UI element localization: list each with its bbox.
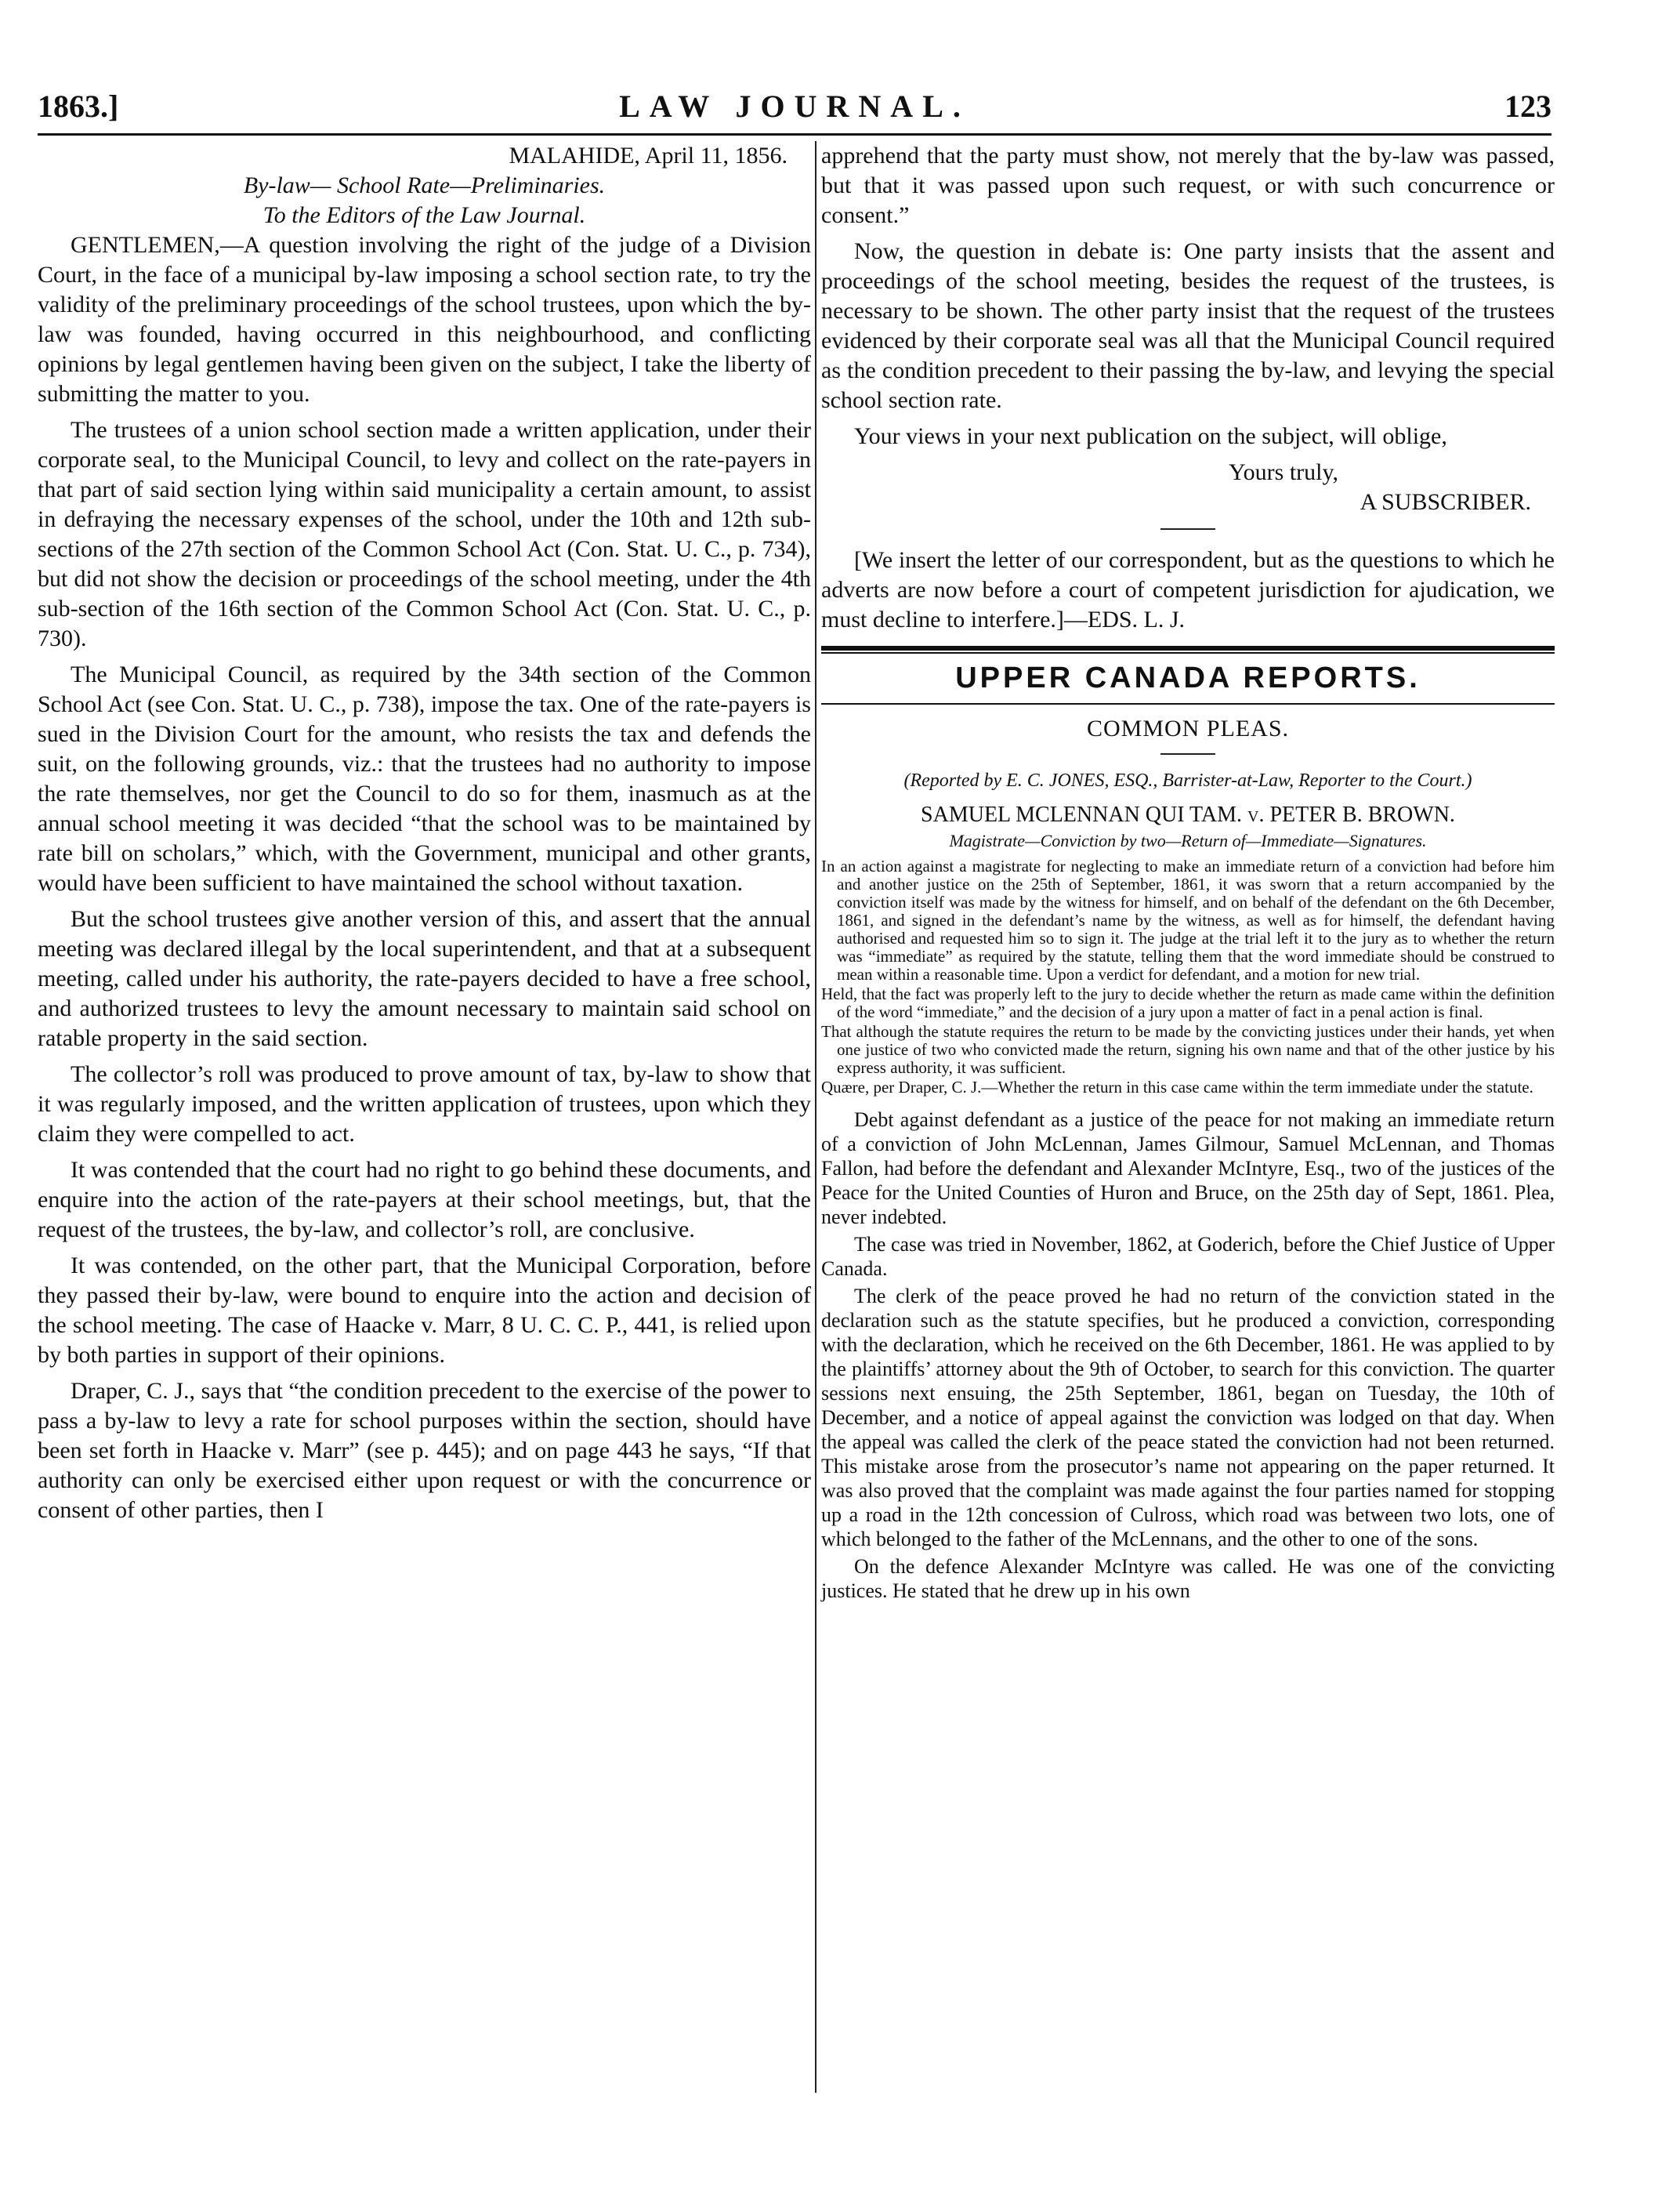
section-rule-thin bbox=[821, 652, 1555, 654]
letter-paragraph: Now, the question in debate is: One party insists that the assent and proceedings of the school meeting, besides the request of the trustees, is necessary to be shown. The other party insist that the request of the trustees evidenced by their corporate seal was all that the Municipal Council required as the condition precedent to their passing the by-law, and levying the special school section rate. bbox=[821, 238, 1555, 413]
letter-signature: A SUBSCRIBER. bbox=[1360, 489, 1531, 515]
case-paragraph: The clerk of the peace proved he had no return of the conviction stated in the declaration such as the statute specifies, but he produced a conviction, corresponding with the declaration, which he received on the 6th December, 1861. He was applied to by the plaintiffs’ attorney about the 9th of October, to search for this conviction. The quarter sessions next ensuing, the 25th September, 1861, began on Tuesday, the 10th of December, and a notice of appeal against the conviction was lodged on that day. When the appeal was called the clerk of the peace stated the conviction had not been returned. This mistake arose from the prosecutor’s name not appearing on the paper returned. It was also proved that the complaint was made against the four parties named for stopping up a road in the 12th concession of Culross, which road was between two lots, one of which belonged to the father of the McLennans, and the other to one of the sons. bbox=[821, 1285, 1555, 1550]
short-rule bbox=[1160, 753, 1215, 755]
right-column bbox=[821, 141, 1555, 1606]
running-header bbox=[38, 88, 1551, 135]
headnote: In an action against a magistrate for neglecting to make an immediate return of a conviction had before him and another justice on the 25th of September, 1861, it was sworn that a return accompanied by the conviction itself was made by the witness for himself, and on behalf of the defendant on the 6th December, 1861, and signed in the defendant’s name by the witness, as well as for himself, the defendant having authorised and requested him so to sign it. The judge at the trial left it to the jury as to whether the return was “immediate” as required by the statute, telling them that the word immediate should be construed to mean within a reasonable time. Upon a verdict for defendant, and a motion for new trial. bbox=[821, 857, 1555, 984]
case-title: SAMUEL MCLENNAN QUI TAM. v. PETER B. BROWN. bbox=[921, 803, 1455, 827]
letter-addressee: To the Editors of the Law Journal. bbox=[262, 202, 586, 228]
letter-paragraph: The trustees of a union school section made a written application, under their corporate seal, to the Municipal Council, to levy and collect on the rate-payers in that part of said section lying within said municipality a certain amount, to assist in defraying the necessary expenses of the school, under the 10th and 12th sub-sections of the 27th section of the Common School Act (Con. Stat. U. C., p. 734), but did not show the decision or proceedings of the school meeting, under the 4th sub-section of the 16th section of the Common School Act (Con. Stat. U. C., p. 730). bbox=[38, 417, 811, 651]
letter-paragraph: It was contended that the court had no right to go behind these documents, and enquire into the action of the rate-payers at their school meetings, but, that the request of the trustees, the by-law, and collector’s roll, are conclusive. bbox=[38, 1157, 811, 1242]
headnote: Held, that the fact was properly left to the jury to decide whether the return as made came within the definition of the word “immediate,” and the decision of a jury upon a matter of fact in a penal action is final. bbox=[821, 984, 1555, 1021]
letter-paragraph: But the school trustees give another version of this, and assert that the annual meeting was declared illegal by the local superintendent, and that at a subsequent meeting, called under his authority, the rate-payers decided to have a free school, and authorized trustees to levy the amount necessary to maintain said school on ratable property in the said section. bbox=[38, 906, 811, 1051]
reporter-credit: (Reported by E. C. JONES, ESQ., Barrister-at-Law, Reporter to the Court.) bbox=[903, 770, 1472, 791]
case-body bbox=[821, 1108, 1555, 1603]
letter-paragraph: GENTLEMEN,—A question involving the right of the judge of a Division Court, in the face of a municipal by-law imposing a school section rate, to try the validity of the preliminary proceedings of the school trustees, upon which the by-law was founded, having occurred in this neighbourhood, and conflicting opinions by legal gentlemen having been given on the subject, I take the liberty of submitting the matter to you. bbox=[38, 232, 811, 407]
letter-subject: By-law— School Rate—Preliminaries. bbox=[243, 172, 606, 198]
section-rule-under bbox=[821, 703, 1555, 705]
case-subject: Magistrate—Conviction by two—Return of—Immediate—Signatures. bbox=[949, 831, 1427, 850]
journal-title: LAW JOURNAL. bbox=[619, 89, 970, 124]
page-number: 123 bbox=[1504, 89, 1551, 124]
case-paragraph: On the defence Alexander McIntyre was called. He was one of the convicting justices. He stated that he drew up in his own bbox=[821, 1555, 1555, 1602]
court-name: COMMON PLEAS. bbox=[1086, 716, 1290, 741]
headnotes bbox=[821, 857, 1555, 1097]
short-rule bbox=[1160, 528, 1215, 530]
letter-paragraph: It was contended, on the other part, that the Municipal Corporation, before they passed their by-law, were bound to enquire into the action and decision of the school meeting. The case of Haacke v. Marr, 8 U. C. C. P., 441, is relied upon by both parties in support of their opinions. bbox=[38, 1253, 811, 1368]
letter-dateline: MALAHIDE, April 11, 1856. bbox=[509, 143, 788, 169]
headnote: Quære, per Draper, C. J.—Whether the return in this case came within the term immediate under the statute. bbox=[821, 1078, 1533, 1097]
case-paragraph: Debt against defendant as a justice of the peace for not making an immediate return of a conviction of John McLennan, James Gilmour, Samuel McLennan, and Thomas Fallon, had before the defendant and Alexander McIntyre, Esq., two of the justices of the Peace for the United Counties of Huron and Bruce, on the 25th day of Sept, 1861. Plea, never indebted. bbox=[821, 1108, 1555, 1228]
letter-paragraph: Draper, C. J., says that “the condition precedent to the exercise of the power to pass a by-law to levy a rate for school purposes within the section, should have been set forth in Haacke v. Marr” (see p. 445); and on page 443 he says, “If that authority can only be exercised either upon request or with the concurrence or consent of other parties, then I bbox=[38, 1378, 811, 1523]
editor-note: [We insert the letter of our correspondent, but as the questions to which he adverts are now before a court of competent jurisdiction for ajudication, we must decline to interfere.]—EDS. L. J. bbox=[821, 547, 1555, 633]
letter-paragraph: apprehend that the party must show, not merely that the by-law was passed, but that it was passed upon such request, or with such concurrence or consent.” bbox=[821, 143, 1555, 228]
case-paragraph: The case was tried in November, 1862, at Goderich, before the Chief Justice of Upper Canada. bbox=[821, 1233, 1555, 1280]
header-year: 1863.] bbox=[38, 89, 119, 124]
letter-closing: Yours truly, bbox=[1229, 459, 1339, 485]
letter-paragraph: The Municipal Council, as required by the 34th section of the Common School Act (see Con. Stat. U. C., p. 738), impose the tax. One of the rate-payers is sued in the Division Court for the amount, who resists the tax and defends the suit, on the following grounds, viz.: that the trustees had no authority to impose the rate themselves, nor get the Council to do so for them, inasmuch as at the annual school meeting it was decided “that the school was to be maintained by rate bill on scholars,” which, with the Government, municipal and other grants, would have been sufficient to have maintained the school without taxation. bbox=[38, 662, 811, 896]
letter-paragraph: Your views in your next publication on the subject, will oblige, bbox=[854, 423, 1447, 449]
left-column bbox=[38, 141, 811, 1532]
header-rule bbox=[38, 133, 1551, 136]
section-rule-thick bbox=[821, 646, 1555, 651]
section-title: UPPER CANADA REPORTS. bbox=[955, 662, 1421, 694]
column-divider bbox=[815, 141, 816, 2093]
letter-paragraph: The collector’s roll was produced to prove amount of tax, by-law to show that it was regularly imposed, and the written application of trustees, upon which they claim they were compelled to act. bbox=[38, 1061, 811, 1147]
headnote: That although the statute requires the return to be made by the convicting justices under their hands, yet when one justice of two who convicted made the return, signing his own name and that of the other justice by his express authority, it was sufficient. bbox=[821, 1022, 1555, 1077]
